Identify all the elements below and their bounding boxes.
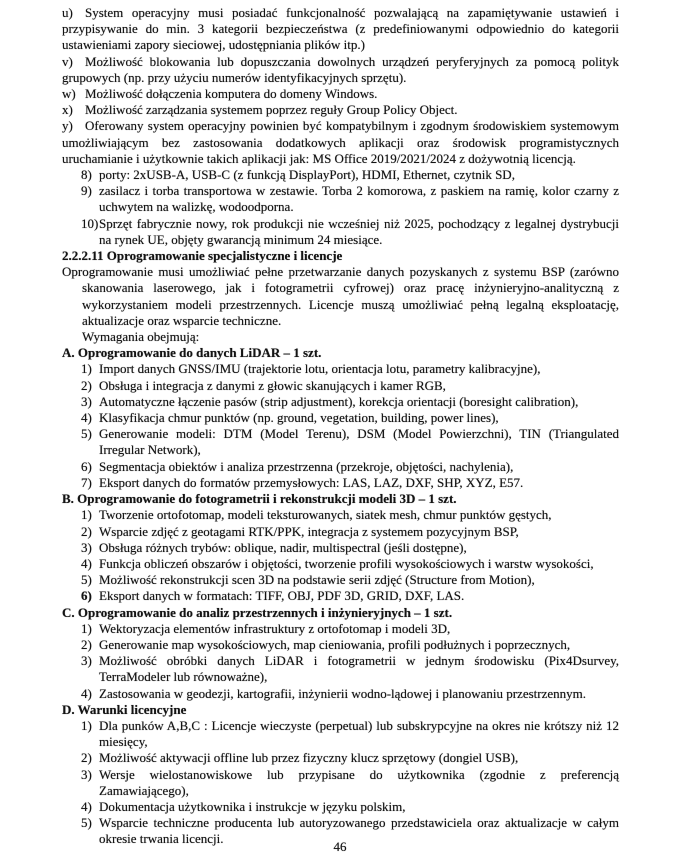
list-item-label: 1) <box>81 361 92 377</box>
heading-text: B. Oprogramowanie do fotogrametrii i rekonstrukcji modeli 3D – 1 szt. <box>62 491 457 507</box>
list-item-label: 4) <box>81 555 92 571</box>
body-text: Tworzenie ortofotomap, modeli teksturowanych, siatek mesh, chmur punktów gęstych, <box>99 507 552 523</box>
lettered-list-item <box>62 54 619 86</box>
lettered-list-item <box>62 5 619 54</box>
lettered-list-item <box>62 118 619 167</box>
body-text: Możliwość zarządzania systemem poprzez reguły Group Policy Object. <box>85 102 458 118</box>
numbered-list-item <box>62 459 619 475</box>
list-item-label: 3) <box>81 766 92 782</box>
heading-text: C. Oprogramowanie do analiz przestrzennych i inżynieryjnych – 1 szt. <box>62 604 453 620</box>
list-item-label: 1) <box>81 717 92 733</box>
list-item-label: 5) <box>81 572 92 588</box>
body-text: Eksport danych do formatów przemysłowych: LAS, LAZ, DXF, SHP, XYZ, E57. <box>99 474 524 490</box>
list-item-label: 6) <box>81 588 92 604</box>
body-text: Eksport danych w formatach: TIFF, OBJ, PDF 3D, GRID, DXF, LAS. <box>99 588 465 604</box>
section-heading <box>62 248 619 264</box>
body-text: Wsparcie zdjęć z geotagami RTK/PPK, integracja z systemem pozycyjnym BSP, <box>99 523 519 539</box>
body-text: Wsparcie techniczne producenta lub autoryzowanego przedstawiciela oraz aktualizacje w całym okresie trwania licencji. <box>99 815 619 847</box>
section-heading <box>62 345 619 361</box>
numbered-list-item <box>62 361 619 377</box>
section-heading <box>62 605 619 621</box>
numbered-list-item <box>62 653 619 685</box>
numbered-list-item <box>62 426 619 458</box>
body-text: zasilacz i torba transportowa w zestawie. Torba 2 komorowa, z paskiem na ramię, kolor czarny z uchwytem na walizkę, wodoodporna. <box>99 183 619 215</box>
numbered-list-item <box>62 394 619 410</box>
body-text: Możliwość obróbki danych LiDAR i fotogrametrii w jednym środowisku (Pix4Dsurvey, TerraModeler lub równoważne), <box>99 653 619 685</box>
body-text: Segmentacja obiektów i analiza przestrzenna (przekroje, objętości, nachylenia), <box>99 458 514 474</box>
list-item-label: 3) <box>81 539 92 555</box>
numbered-list-item <box>62 767 619 799</box>
list-item-label: 3) <box>81 653 92 669</box>
numbered-list-item <box>62 410 619 426</box>
list-item-label: 9) <box>81 183 92 199</box>
list-item-label: 8) <box>81 167 92 183</box>
body-text: Obsługa i integracja z danymi z głowic skanujących i kamer RGB, <box>99 377 446 393</box>
list-item-label: 2) <box>81 377 92 393</box>
numbered-list-item <box>62 621 619 637</box>
list-item-label: 7) <box>81 474 92 490</box>
lettered-list-item <box>62 102 619 118</box>
body-text: Obsługa różnych trybów: oblique, nadir, multispectral (jeśli dostępne), <box>99 539 467 555</box>
section-heading <box>62 491 619 507</box>
list-item-label: 4) <box>81 685 92 701</box>
body-text: Możliwość blokowania lub dopuszczania dowolnych urządzeń peryferyjnych za pomocą polityk grupowych (np. przy użyciu numerów identyfikacyjnych sprzętu). <box>62 53 619 85</box>
list-item-label: 10) <box>81 215 99 231</box>
numbered-list-item <box>62 588 619 604</box>
heading-text: 2.2.2.11 Oprogramowanie specjalistyczne i licencje <box>62 248 343 264</box>
list-item-label: y) <box>62 118 73 134</box>
numbered-list-item <box>62 572 619 588</box>
numbered-list-item <box>62 556 619 572</box>
list-item-label: v) <box>62 53 73 69</box>
numbered-list-item <box>62 475 619 491</box>
body-text: Wektoryzacja elementów infrastruktury z ortofotomap i modeli 3D, <box>99 620 451 636</box>
list-item-label: 2) <box>81 750 92 766</box>
body-text: Oferowany system operacyjny powinien być kompatybilnym i zgodnym środowiskiem systemowym umożliwiającym bez zastosowania dodatkowych aplikacji oraz środowisk programistycznych uruchamianie i użytkownie takich aplikacji jak: MS Office 2019/2021/2024 z dożywotnią licencją. <box>62 118 619 166</box>
numbered-list-item <box>62 540 619 556</box>
list-item-label: 5) <box>81 815 92 831</box>
body-text: System operacyjny musi posiadać funkcjonalność pozwalającą na zapamiętywanie ustawień i przypisywanie do min. 3 kategorii bezpieczeństwa (z predefiniowanymi odpowiednio do kategorii ustawieniami zapory sieciowej, udostępniania plików itp.) <box>62 5 619 53</box>
list-item-label: 3) <box>81 393 92 409</box>
list-item-label: 4) <box>81 798 92 814</box>
numbered-list-item <box>62 167 619 183</box>
body-text: Sprzęt fabrycznie nowy, rok produkcji nie wcześniej niż 2025, pochodzący z legalnej dystrybucji na rynek UE, objęty gwarancją minimum 24 miesiące. <box>99 215 619 247</box>
numbered-list-item <box>62 718 619 750</box>
list-item-label: 6) <box>81 458 92 474</box>
list-item-label: 2) <box>81 523 92 539</box>
body-text: porty: 2xUSB-A, USB-C (z funkcją DisplayPort), HDMI, Ethernet, czytnik SD, <box>99 167 515 183</box>
list-item-label: 5) <box>81 426 92 442</box>
body-text: Dla punków A,B,C : Licencje wieczyste (perpetual) lub subskrypcyjne na okres nie krótszy niż 12 miesięcy, <box>99 717 619 750</box>
body-text: Funkcja obliczeń obszarów i objętości, tworzenie profili wysokościowych i warstw wysokości, <box>99 555 594 571</box>
paragraph <box>62 329 619 345</box>
body-text: Zastosowania w geodezji, kartografii, inżynierii wodno-lądowej i planowaniu przestrzennym. <box>99 685 586 701</box>
document-content <box>62 5 619 848</box>
paragraph <box>62 264 619 329</box>
numbered-list-item <box>62 637 619 653</box>
heading-text: D. Warunki licencyjne <box>62 701 187 717</box>
body-text: Generowanie modeli: DTM (Model Terenu), DSM (Model Powierzchni), TIN (Triangulated Irregular Network), <box>99 426 619 458</box>
numbered-list-item <box>62 378 619 394</box>
numbered-list-item <box>62 507 619 523</box>
body-text: Wersje wielostanowiskowe lub przypisane do użytkownika (zgodnie z preferencją Zamawiającego), <box>99 766 619 798</box>
page-number: 46 <box>333 838 347 854</box>
body-text: Oprogramowanie musi umożliwiać pełne przetwarzanie danych pozyskanych z systemu BSP (zarówno skanowania laserowego, jak i fotogrametrii cyfrowej) oraz pracę inżynieryjno-analityczną z wykorzystaniem modeli przestrzennych. Licencje muszą umożliwiać pełną legalną eksploatację, aktualizacje oraz wsparcie techniczne. <box>62 264 619 328</box>
numbered-list-item <box>62 750 619 766</box>
list-item-label: 2) <box>81 636 92 652</box>
heading-text: A. Oprogramowanie do danych LiDAR – 1 szt. <box>62 345 322 361</box>
body-text: Klasyfikacja chmur punktów (np. ground, vegetation, building, power lines), <box>99 410 499 426</box>
body-text: Import danych GNSS/IMU (trajektorie lotu, orientacja lotu, parametry kalibracyjne), <box>99 361 541 377</box>
body-text: Generowanie map wysokościowych, map cieniowania, profili podłużnych i poprzecznych, <box>99 636 571 652</box>
body-text: Możliwość dołączenia komputera do domeny Windows. <box>85 86 378 102</box>
body-text: Dokumentacja użytkownika i instrukcje w języku polskim, <box>99 798 406 814</box>
list-item-label: 1) <box>81 620 92 636</box>
numbered-list-item <box>62 216 619 248</box>
numbered-list-item <box>62 524 619 540</box>
body-text: Możliwość rekonstrukcji scen 3D na podstawie serii zdjęć (Structure from Motion), <box>99 572 535 588</box>
body-text: Wymagania obejmują: <box>82 329 200 345</box>
list-item-label: u) <box>62 5 73 20</box>
body-text: Możliwość aktywacji offline lub przez fizyczny klucz sprzętowy (dongiel USB), <box>99 750 519 766</box>
list-item-label: 1) <box>81 507 92 523</box>
numbered-list-item <box>62 799 619 815</box>
section-heading <box>62 702 619 718</box>
list-item-label: 4) <box>81 410 92 426</box>
numbered-list-item <box>62 686 619 702</box>
lettered-list-item <box>62 86 619 102</box>
numbered-list-item <box>62 183 619 215</box>
list-item-label: x) <box>62 102 73 118</box>
list-item-label: w) <box>62 86 76 102</box>
body-text: Automatyczne łączenie pasów (strip adjustment), korekcja orientacji (boresight calibration), <box>99 393 579 409</box>
